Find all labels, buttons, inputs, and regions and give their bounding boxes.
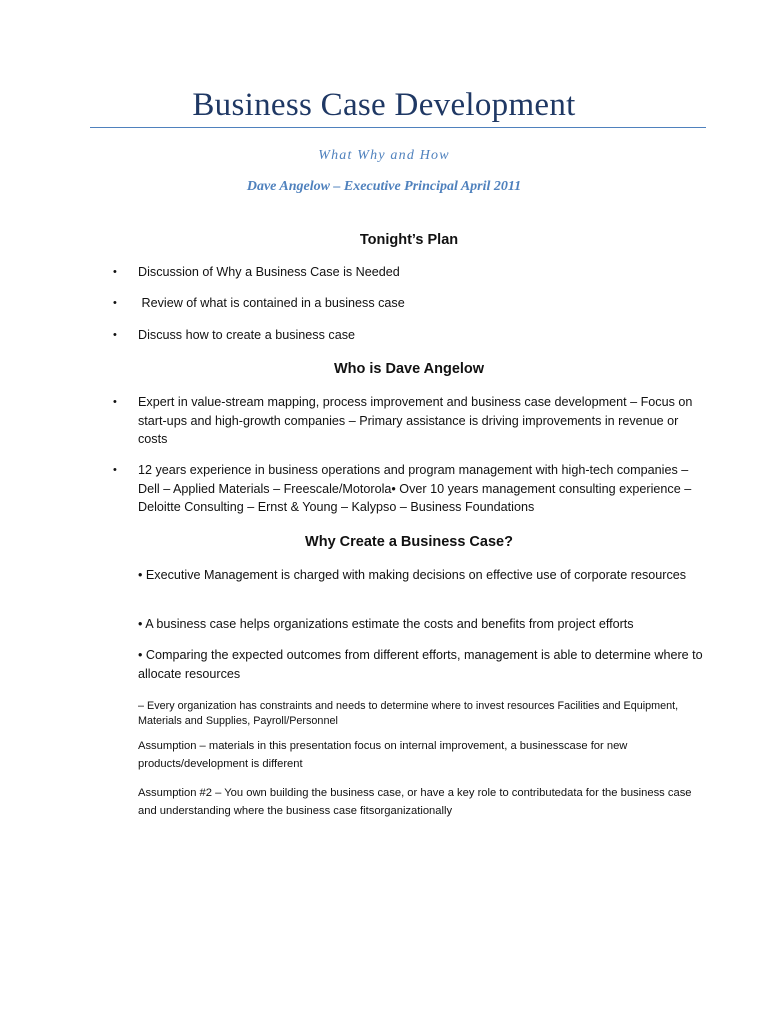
document-title: Business Case Development	[192, 87, 576, 123]
list-item-text: Review of what is contained in a business case	[138, 296, 405, 310]
bullet-icon: •	[113, 396, 117, 408]
constraints-note: – Every organization has constraints and needs to determine where to invest resources Facilities and Equipment, Materials and Supplies, Payroll/Personnel	[138, 700, 679, 727]
why-paragraph: • A business case helps organizations estimate the costs and benefits from project efforts	[138, 617, 634, 631]
bullet-icon: •	[113, 329, 117, 341]
document-subtitle: What Why and How	[318, 148, 450, 163]
bullet-icon: •	[113, 266, 117, 278]
title-underline	[90, 127, 706, 128]
assumption-paragraph: Assumption #2 – You own building the business case, or have a key role to contributedata for the business case and understanding where the business case fitsorganizationally	[138, 787, 692, 817]
heading-tonights-plan: Tonight’s Plan	[359, 232, 459, 248]
heading-who-is-dave: Who is Dave Angelow	[333, 361, 485, 377]
bullet-icon: •	[113, 297, 117, 309]
author-line: Dave Angelow – Executive Principal April 2011	[246, 179, 522, 194]
list-item-text: 12 years experience in business operations and program management with high-tech companies – Dell – Applied Materials – Freescale/Motorola• Over 10 years management consulting experience – Deloitte Consulting – Ernst & Young – Kalypso – Business Foundations	[138, 463, 692, 514]
bullet-icon: •	[113, 464, 117, 476]
list-item-text: Discuss how to create a business case	[138, 328, 355, 342]
why-paragraph: • Executive Management is charged with making decisions on effective use of corporate resources	[138, 568, 687, 582]
heading-why-create: Why Create a Business Case?	[305, 534, 513, 550]
assumption-paragraph: Assumption – materials in this presentation focus on internal improvement, a businesscase for new products/development is different	[138, 740, 628, 770]
why-paragraph: • Comparing the expected outcomes from different efforts, management is able to determine where to allocate resources	[138, 648, 703, 681]
list-item-text: Expert in value-stream mapping, process improvement and business case development – Focus on start-ups and high-growth companies – Primary assistance is driving improvements in revenue or costs	[138, 395, 693, 446]
list-item-text: Discussion of Why a Business Case is Needed	[138, 265, 400, 279]
